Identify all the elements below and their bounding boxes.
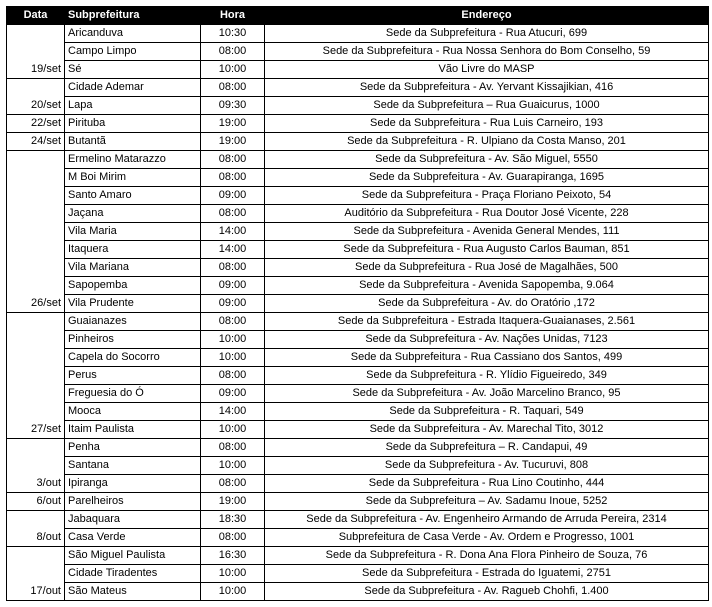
hora-cell: 08:00: [201, 475, 265, 493]
hora-cell: 16:30: [201, 547, 265, 565]
endereco-cell: Sede da Subprefeitura - Rua Nossa Senhora do Bom Conselho, 59: [265, 43, 709, 61]
endereco-cell: Sede da Subprefeitura - Av. João Marcelino Branco, 95: [265, 385, 709, 403]
date-cell: 19/set: [7, 25, 65, 79]
hora-cell: 14:00: [201, 223, 265, 241]
subprefeitura-cell: Campo Limpo: [65, 43, 201, 61]
hora-cell: 08:00: [201, 43, 265, 61]
hora-cell: 14:00: [201, 403, 265, 421]
subprefeitura-cell: Freguesia do Ó: [65, 385, 201, 403]
subprefeitura-cell: Santana: [65, 457, 201, 475]
subprefeitura-cell: Vila Maria: [65, 223, 201, 241]
subprefeitura-cell: Capela do Socorro: [65, 349, 201, 367]
table-header: [7, 7, 709, 25]
table-row: [7, 223, 709, 241]
hora-cell: 10:00: [201, 331, 265, 349]
table-row: [7, 205, 709, 223]
table-row: [7, 277, 709, 295]
endereco-cell: Sede da Subprefeitura - Praça Floriano Peixoto, 54: [265, 187, 709, 205]
subprefeitura-cell: Ermelino Matarazzo: [65, 151, 201, 169]
hora-cell: 08:00: [201, 439, 265, 457]
table-row: [7, 439, 709, 457]
hora-cell: 19:00: [201, 115, 265, 133]
subprefeitura-cell: Butantã: [65, 133, 201, 151]
subprefeitura-cell: Parelheiros: [65, 493, 201, 511]
subprefeitura-cell: Pinheiros: [65, 331, 201, 349]
table-row: [7, 583, 709, 601]
hora-cell: 09:00: [201, 277, 265, 295]
table-row: [7, 151, 709, 169]
endereco-cell: Sede da Subprefeitura - Av. Engenheiro Armando de Arruda Pereira, 2314: [265, 511, 709, 529]
endereco-cell: Sede da Subprefeitura - Av. Ragueb Chohfi, 1.400: [265, 583, 709, 601]
table-row: [7, 313, 709, 331]
subprefeitura-cell: Lapa: [65, 97, 201, 115]
hora-cell: 19:00: [201, 493, 265, 511]
hora-cell: 09:00: [201, 295, 265, 313]
table-row: [7, 133, 709, 151]
table-row: [7, 115, 709, 133]
endereco-cell: Sede da Subprefeitura - R. Ylídio Figueiredo, 349: [265, 367, 709, 385]
table-row: [7, 493, 709, 511]
endereco-cell: Sede da Subprefeitura - Av. Marechal Tito, 3012: [265, 421, 709, 439]
date-cell: 17/out: [7, 547, 65, 601]
hora-cell: 10:00: [201, 583, 265, 601]
table-row: [7, 187, 709, 205]
endereco-cell: Vão Livre do MASP: [265, 61, 709, 79]
subprefeitura-cell: Cidade Tiradentes: [65, 565, 201, 583]
endereco-cell: Sede da Subprefeitura - Estrada do Iguatemi, 2751: [265, 565, 709, 583]
endereco-cell: Sede da Subprefeitura - Avenida General Mendes, 111: [265, 223, 709, 241]
hora-cell: 14:00: [201, 241, 265, 259]
subprefeitura-cell: Pirituba: [65, 115, 201, 133]
subprefeitura-cell: Penha: [65, 439, 201, 457]
hora-cell: 09:00: [201, 187, 265, 205]
subprefeitura-cell: Guaianazes: [65, 313, 201, 331]
endereco-cell: Sede da Subprefeitura - Rua Atucuri, 699: [265, 25, 709, 43]
date-cell: 20/set: [7, 79, 65, 115]
endereco-cell: Sede da Subprefeitura - Rua Luis Carneiro, 193: [265, 115, 709, 133]
hora-cell: 10:00: [201, 61, 265, 79]
date-cell: 6/out: [7, 493, 65, 511]
table-row: [7, 385, 709, 403]
table-row: [7, 241, 709, 259]
endereco-cell: Sede da Subprefeitura - R. Taquari, 549: [265, 403, 709, 421]
table-row: [7, 43, 709, 61]
hora-cell: 08:00: [201, 79, 265, 97]
table-row: [7, 529, 709, 547]
header-data: Data: [7, 7, 65, 25]
subprefeitura-cell: São Mateus: [65, 583, 201, 601]
subprefeitura-cell: São Miguel Paulista: [65, 547, 201, 565]
header-subprefeitura: Subprefeitura: [65, 7, 201, 25]
hora-cell: 18:30: [201, 511, 265, 529]
endereco-cell: Sede da Subprefeitura - Rua Cassiano dos Santos, 499: [265, 349, 709, 367]
hora-cell: 09:30: [201, 97, 265, 115]
table-body: [7, 25, 709, 601]
hora-cell: 08:00: [201, 313, 265, 331]
table-row: [7, 349, 709, 367]
endereco-cell: Sede da Subprefeitura – Rua Guaicurus, 1000: [265, 97, 709, 115]
endereco-cell: Sede da Subprefeitura - Rua Lino Coutinho, 444: [265, 475, 709, 493]
table-row: [7, 403, 709, 421]
table-row: [7, 565, 709, 583]
table-row: [7, 511, 709, 529]
endereco-cell: Subprefeitura de Casa Verde - Av. Ordem e Progresso, 1001: [265, 529, 709, 547]
hora-cell: 08:00: [201, 367, 265, 385]
endereco-cell: Sede da Subprefeitura - Estrada Itaquera-Guaianases, 2.561: [265, 313, 709, 331]
date-cell: 8/out: [7, 511, 65, 547]
endereco-cell: Sede da Subprefeitura – R. Candapui, 49: [265, 439, 709, 457]
endereco-cell: Sede da Subprefeitura - Av. Tucuruvi, 808: [265, 457, 709, 475]
table-row: [7, 421, 709, 439]
table-row: [7, 475, 709, 493]
endereco-cell: Sede da Subprefeitura - Av. Nações Unidas, 7123: [265, 331, 709, 349]
endereco-cell: Sede da Subprefeitura - R. Ulpiano da Costa Manso, 201: [265, 133, 709, 151]
hora-cell: 08:00: [201, 205, 265, 223]
date-cell: 24/set: [7, 133, 65, 151]
table-row: [7, 295, 709, 313]
endereco-cell: Sede da Subprefeitura - Av. Guarapiranga, 1695: [265, 169, 709, 187]
date-cell: 3/out: [7, 439, 65, 493]
date-cell: 27/set: [7, 313, 65, 439]
hora-cell: 08:00: [201, 151, 265, 169]
endereco-cell: Sede da Subprefeitura - Rua José de Magalhães, 500: [265, 259, 709, 277]
header-endereco: Endereço: [265, 7, 709, 25]
hora-cell: 08:00: [201, 529, 265, 547]
hora-cell: 08:00: [201, 259, 265, 277]
subprefeitura-cell: Perus: [65, 367, 201, 385]
hora-cell: 10:00: [201, 565, 265, 583]
header-row: [7, 7, 709, 25]
endereco-cell: Sede da Subprefeitura - Rua Augusto Carlos Bauman, 851: [265, 241, 709, 259]
subprefeitura-cell: Vila Prudente: [65, 295, 201, 313]
hora-cell: 09:00: [201, 385, 265, 403]
subprefeitura-cell: Mooca: [65, 403, 201, 421]
subprefeitura-cell: Cidade Ademar: [65, 79, 201, 97]
subprefeitura-cell: Vila Mariana: [65, 259, 201, 277]
subprefeitura-cell: M Boi Mirim: [65, 169, 201, 187]
subprefeitura-cell: Jaçana: [65, 205, 201, 223]
subprefeitura-cell: Jabaquara: [65, 511, 201, 529]
endereco-cell: Sede da Subprefeitura - Av. do Oratório ,172: [265, 295, 709, 313]
table-row: [7, 259, 709, 277]
table-row: [7, 367, 709, 385]
subprefeitura-cell: Casa Verde: [65, 529, 201, 547]
subprefeitura-cell: Itaquera: [65, 241, 201, 259]
table-row: [7, 457, 709, 475]
table-row: [7, 169, 709, 187]
date-cell: 26/set: [7, 151, 65, 313]
endereco-cell: Sede da Subprefeitura - Av. São Miguel, 5550: [265, 151, 709, 169]
hora-cell: 10:00: [201, 421, 265, 439]
endereco-cell: Sede da Subprefeitura - Av. Yervant Kissajikian, 416: [265, 79, 709, 97]
hora-cell: 10:00: [201, 457, 265, 475]
date-cell: 22/set: [7, 115, 65, 133]
table-row: [7, 547, 709, 565]
table-row: [7, 79, 709, 97]
table-row: [7, 25, 709, 43]
endereco-cell: Auditório da Subprefeitura - Rua Doutor José Vicente, 228: [265, 205, 709, 223]
subprefeitura-cell: Ipiranga: [65, 475, 201, 493]
endereco-cell: Sede da Subprefeitura – Av. Sadamu Inoue, 5252: [265, 493, 709, 511]
table-row: [7, 97, 709, 115]
hora-cell: 19:00: [201, 133, 265, 151]
hora-cell: 10:00: [201, 349, 265, 367]
header-hora: Hora: [201, 7, 265, 25]
subprefeitura-cell: Itaim Paulista: [65, 421, 201, 439]
hora-cell: 10:30: [201, 25, 265, 43]
schedule-table: [6, 6, 709, 601]
hora-cell: 08:00: [201, 169, 265, 187]
subprefeitura-cell: Sé: [65, 61, 201, 79]
endereco-cell: Sede da Subprefeitura - Avenida Sapopemba, 9.064: [265, 277, 709, 295]
table-row: [7, 331, 709, 349]
subprefeitura-cell: Sapopemba: [65, 277, 201, 295]
table-row: [7, 61, 709, 79]
subprefeitura-cell: Aricanduva: [65, 25, 201, 43]
subprefeitura-cell: Santo Amaro: [65, 187, 201, 205]
endereco-cell: Sede da Subprefeitura - R. Dona Ana Flora Pinheiro de Souza, 76: [265, 547, 709, 565]
